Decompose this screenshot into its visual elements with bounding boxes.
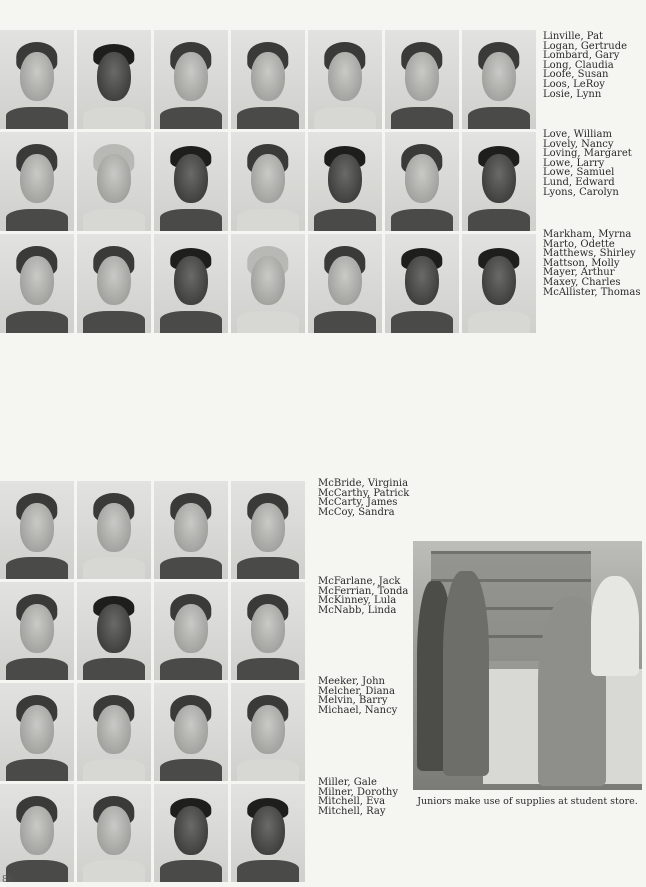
student-portrait: [385, 132, 459, 231]
student-name: McCoy, Sandra: [318, 506, 395, 518]
student-portrait: [231, 30, 305, 129]
student-name: Long, Claudia: [543, 59, 614, 71]
portrait-grid-top: [0, 30, 536, 333]
student-store-photo: [413, 541, 642, 790]
student-portrait: [77, 683, 151, 781]
student-portrait: [231, 683, 305, 781]
student-name: Loofe, Susan: [543, 69, 609, 81]
student-portrait: [385, 30, 459, 129]
student-portrait: [231, 784, 305, 882]
student-portrait: [154, 683, 228, 781]
student-portrait: [77, 234, 151, 333]
student-portrait: [308, 132, 382, 231]
student-portrait: [0, 132, 74, 231]
student-name: McCarty, James: [318, 497, 398, 509]
student-portrait: [308, 30, 382, 129]
student-portrait: [77, 132, 151, 231]
student-name: Miller, Gale: [318, 777, 377, 788]
student-name: Lombard, Gary: [543, 50, 620, 62]
student-name: McCarthy, Patrick: [318, 487, 410, 499]
name-list-row-5: [318, 577, 408, 615]
student-portrait: [154, 132, 228, 231]
student-name: McNabb, Linda: [318, 604, 397, 616]
student-portrait: [462, 234, 536, 333]
student-name: Lowe, Samuel: [543, 167, 615, 179]
student-name: McKinney, Lula: [318, 595, 397, 607]
student-name: Melvin, Barry: [318, 695, 388, 707]
student-name: Lowe, Larry: [543, 157, 605, 169]
photo-caption: Juniors make use of supplies at student store.: [417, 796, 638, 807]
student-name: Loos, LeRoy: [543, 78, 605, 90]
student-name: Linville, Pat: [543, 31, 604, 42]
student-name: Lyons, Carolyn: [543, 186, 619, 198]
student-portrait: [308, 234, 382, 333]
student-portrait: [231, 132, 305, 231]
student-portrait: [77, 481, 151, 579]
student-portrait: [0, 784, 74, 882]
student-name: Mitchell, Eva: [318, 796, 386, 808]
student-name: McFarlane, Jack: [318, 576, 401, 587]
student-name: Loving, Margaret: [543, 148, 632, 160]
student-name: McBride, Virginia: [318, 478, 409, 489]
student-portrait: [385, 234, 459, 333]
student-portrait: [154, 582, 228, 680]
name-list-row-7: [318, 778, 398, 816]
student-name: Mattson, Molly: [543, 257, 620, 269]
student-portrait: [154, 784, 228, 882]
student-name: Marto, Odette: [543, 238, 615, 250]
student-portrait: [77, 582, 151, 680]
student-portrait: [0, 234, 74, 333]
student-portrait: [154, 234, 228, 333]
student-name: Meeker, John: [318, 676, 386, 687]
student-name: Michael, Nancy: [318, 704, 398, 716]
name-list-row-4: [318, 479, 409, 517]
student-name: Lund, Edward: [543, 176, 615, 188]
student-portrait: [0, 683, 74, 781]
student-name: McAllister, Thomas: [543, 286, 641, 298]
student-portrait: [0, 481, 74, 579]
student-portrait: [77, 30, 151, 129]
name-list-row-6: [318, 677, 397, 715]
student-name: Maxey, Charles: [543, 276, 621, 288]
student-name: Melcher, Diana: [318, 685, 395, 697]
student-name: Losie, Lynn: [543, 88, 602, 100]
student-name: Matthews, Shirley: [543, 248, 636, 260]
student-portrait: [0, 30, 74, 129]
student-portrait: [0, 582, 74, 680]
student-name: Lovely, Nancy: [543, 138, 614, 150]
student-portrait: [231, 481, 305, 579]
student-name: Logan, Gertrude: [543, 40, 628, 52]
student-portrait: [462, 30, 536, 129]
name-list-row-3: [543, 230, 640, 297]
portrait-grid-bottom: [0, 481, 305, 882]
student-portrait: [231, 582, 305, 680]
student-name: Markham, Myrna: [543, 229, 632, 240]
student-name: Milner, Dorothy: [318, 786, 398, 798]
name-list-row-2: [543, 130, 632, 197]
student-name: Love, William: [543, 129, 612, 140]
student-portrait: [231, 234, 305, 333]
student-portrait: [77, 784, 151, 882]
student-name: Mitchell, Ray: [318, 805, 386, 817]
student-name: McFerrian, Tonda: [318, 585, 409, 597]
page-number: 86: [2, 875, 14, 885]
name-list-row-1: [543, 32, 627, 99]
student-portrait: [462, 132, 536, 231]
student-portrait: [154, 30, 228, 129]
student-name: Mayer, Arthur: [543, 267, 615, 279]
student-portrait: [154, 481, 228, 579]
